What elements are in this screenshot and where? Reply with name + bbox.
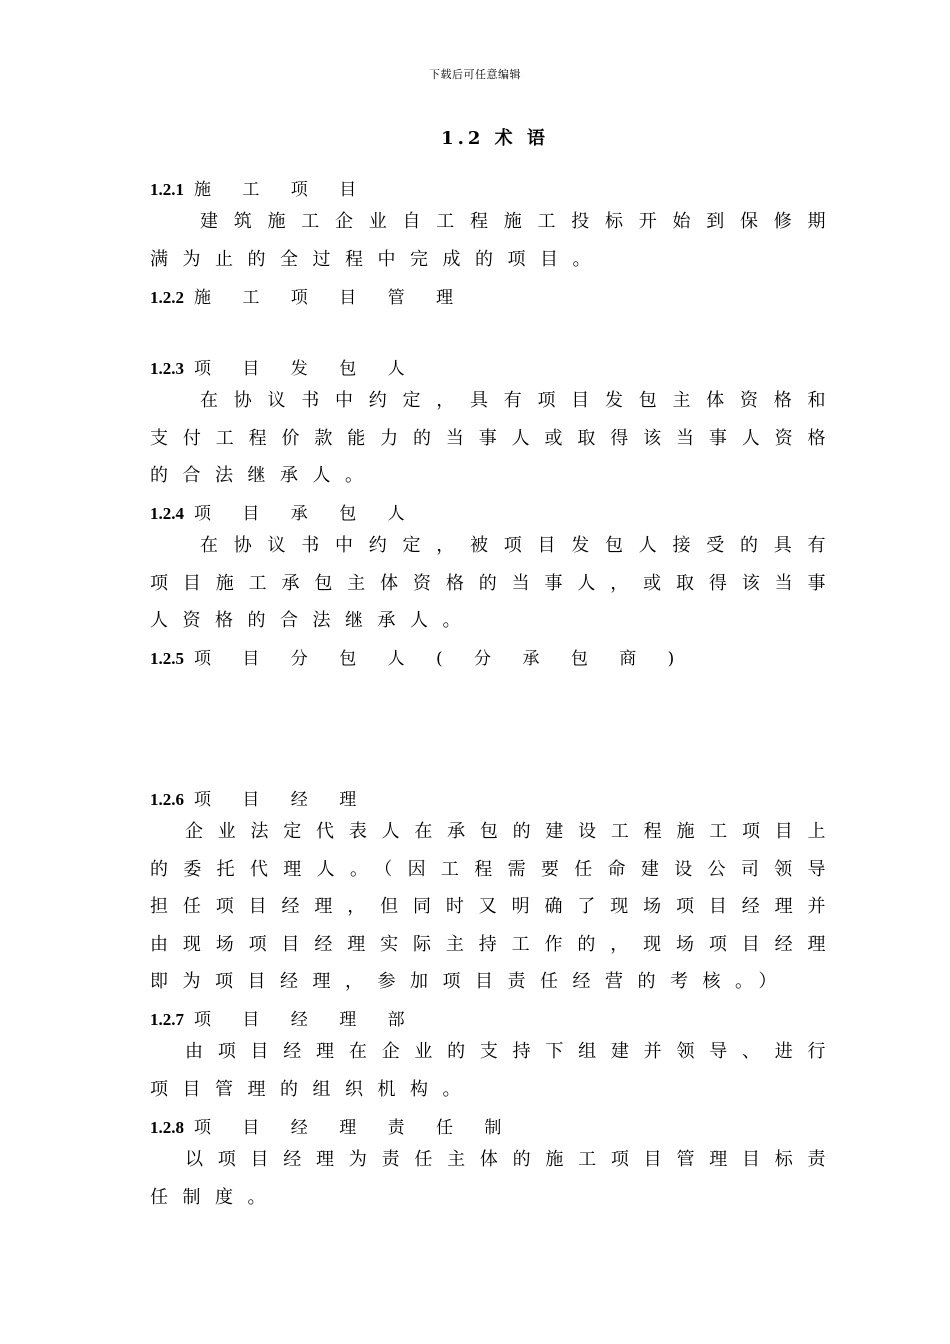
term-definition-1-2-8: 以项目经理为责任主体的施工项目管理目标责任制度。 [150,1149,840,1208]
term-title: 项 目 经 理 责 任 制 [194,1118,515,1138]
term-title: 施 工 项 目 管 理 [194,288,467,308]
term-definition-1-2-1: 建筑施工企业自工程施工投标开始到保修期满为止的全过程中完成的项目。 [150,211,840,270]
term-heading-1-2-2 [150,283,466,308]
term-number: 1.2.8 [150,1118,184,1137]
term-title: 项 目 发 包 人 [194,359,418,379]
term-heading-1-2-3 [150,354,418,379]
term-number: 1.2.4 [150,504,184,523]
term-number: 1.2.3 [150,359,184,378]
term-number: 1.2.6 [150,790,184,809]
term-title: 项 目 分 包 人 ( 分 承 包 商 ) [194,649,688,669]
term-heading-1-2-5 [150,644,687,669]
section-title: 1.2 术 语 [441,128,549,149]
header-note: 下载后可任意编辑 [429,68,521,81]
term-heading-1-2-4 [150,499,418,524]
term-definition-1-2-4: 在协议书中约定，被项目发包人接受的具有项目施工承包主体资格的当事人，或取得该当事人资格的合法继承人。 [150,535,840,631]
term-title: 施 工 项 目 [194,180,370,200]
term-definition-1-2-3: 在协议书中约定，具有项目发包主体资格和支付工程价款能力的当事人或取得该当事人资格的合法继承人。 [150,390,840,486]
term-heading-1-2-6 [150,785,369,810]
term-number: 1.2.2 [150,288,184,307]
term-heading-1-2-8 [150,1113,514,1138]
term-title: 项 目 承 包 人 [194,504,418,524]
term-heading-1-2-1 [150,175,369,200]
term-definition-1-2-6: 企业法定代表人在承包的建设工程施工项目上的委托代理人。（因工程需要任命建设公司领导担任项目经理，但同时又明确了现场项目经理并由现场项目经理实际主持工作的，现场项目经理即为项目经理，参加项目责任经营的考核。） [150,821,840,992]
term-number: 1.2.7 [150,1010,184,1029]
term-number: 1.2.1 [150,180,184,199]
term-heading-1-2-7 [150,1005,418,1030]
term-number: 1.2.5 [150,649,184,668]
term-definition-1-2-7: 由项目经理在企业的支持下组建并领导、进行项目管理的组织机构。 [150,1041,840,1100]
term-title: 项 目 经 理 部 [194,1010,418,1030]
term-title: 项 目 经 理 [194,790,370,810]
